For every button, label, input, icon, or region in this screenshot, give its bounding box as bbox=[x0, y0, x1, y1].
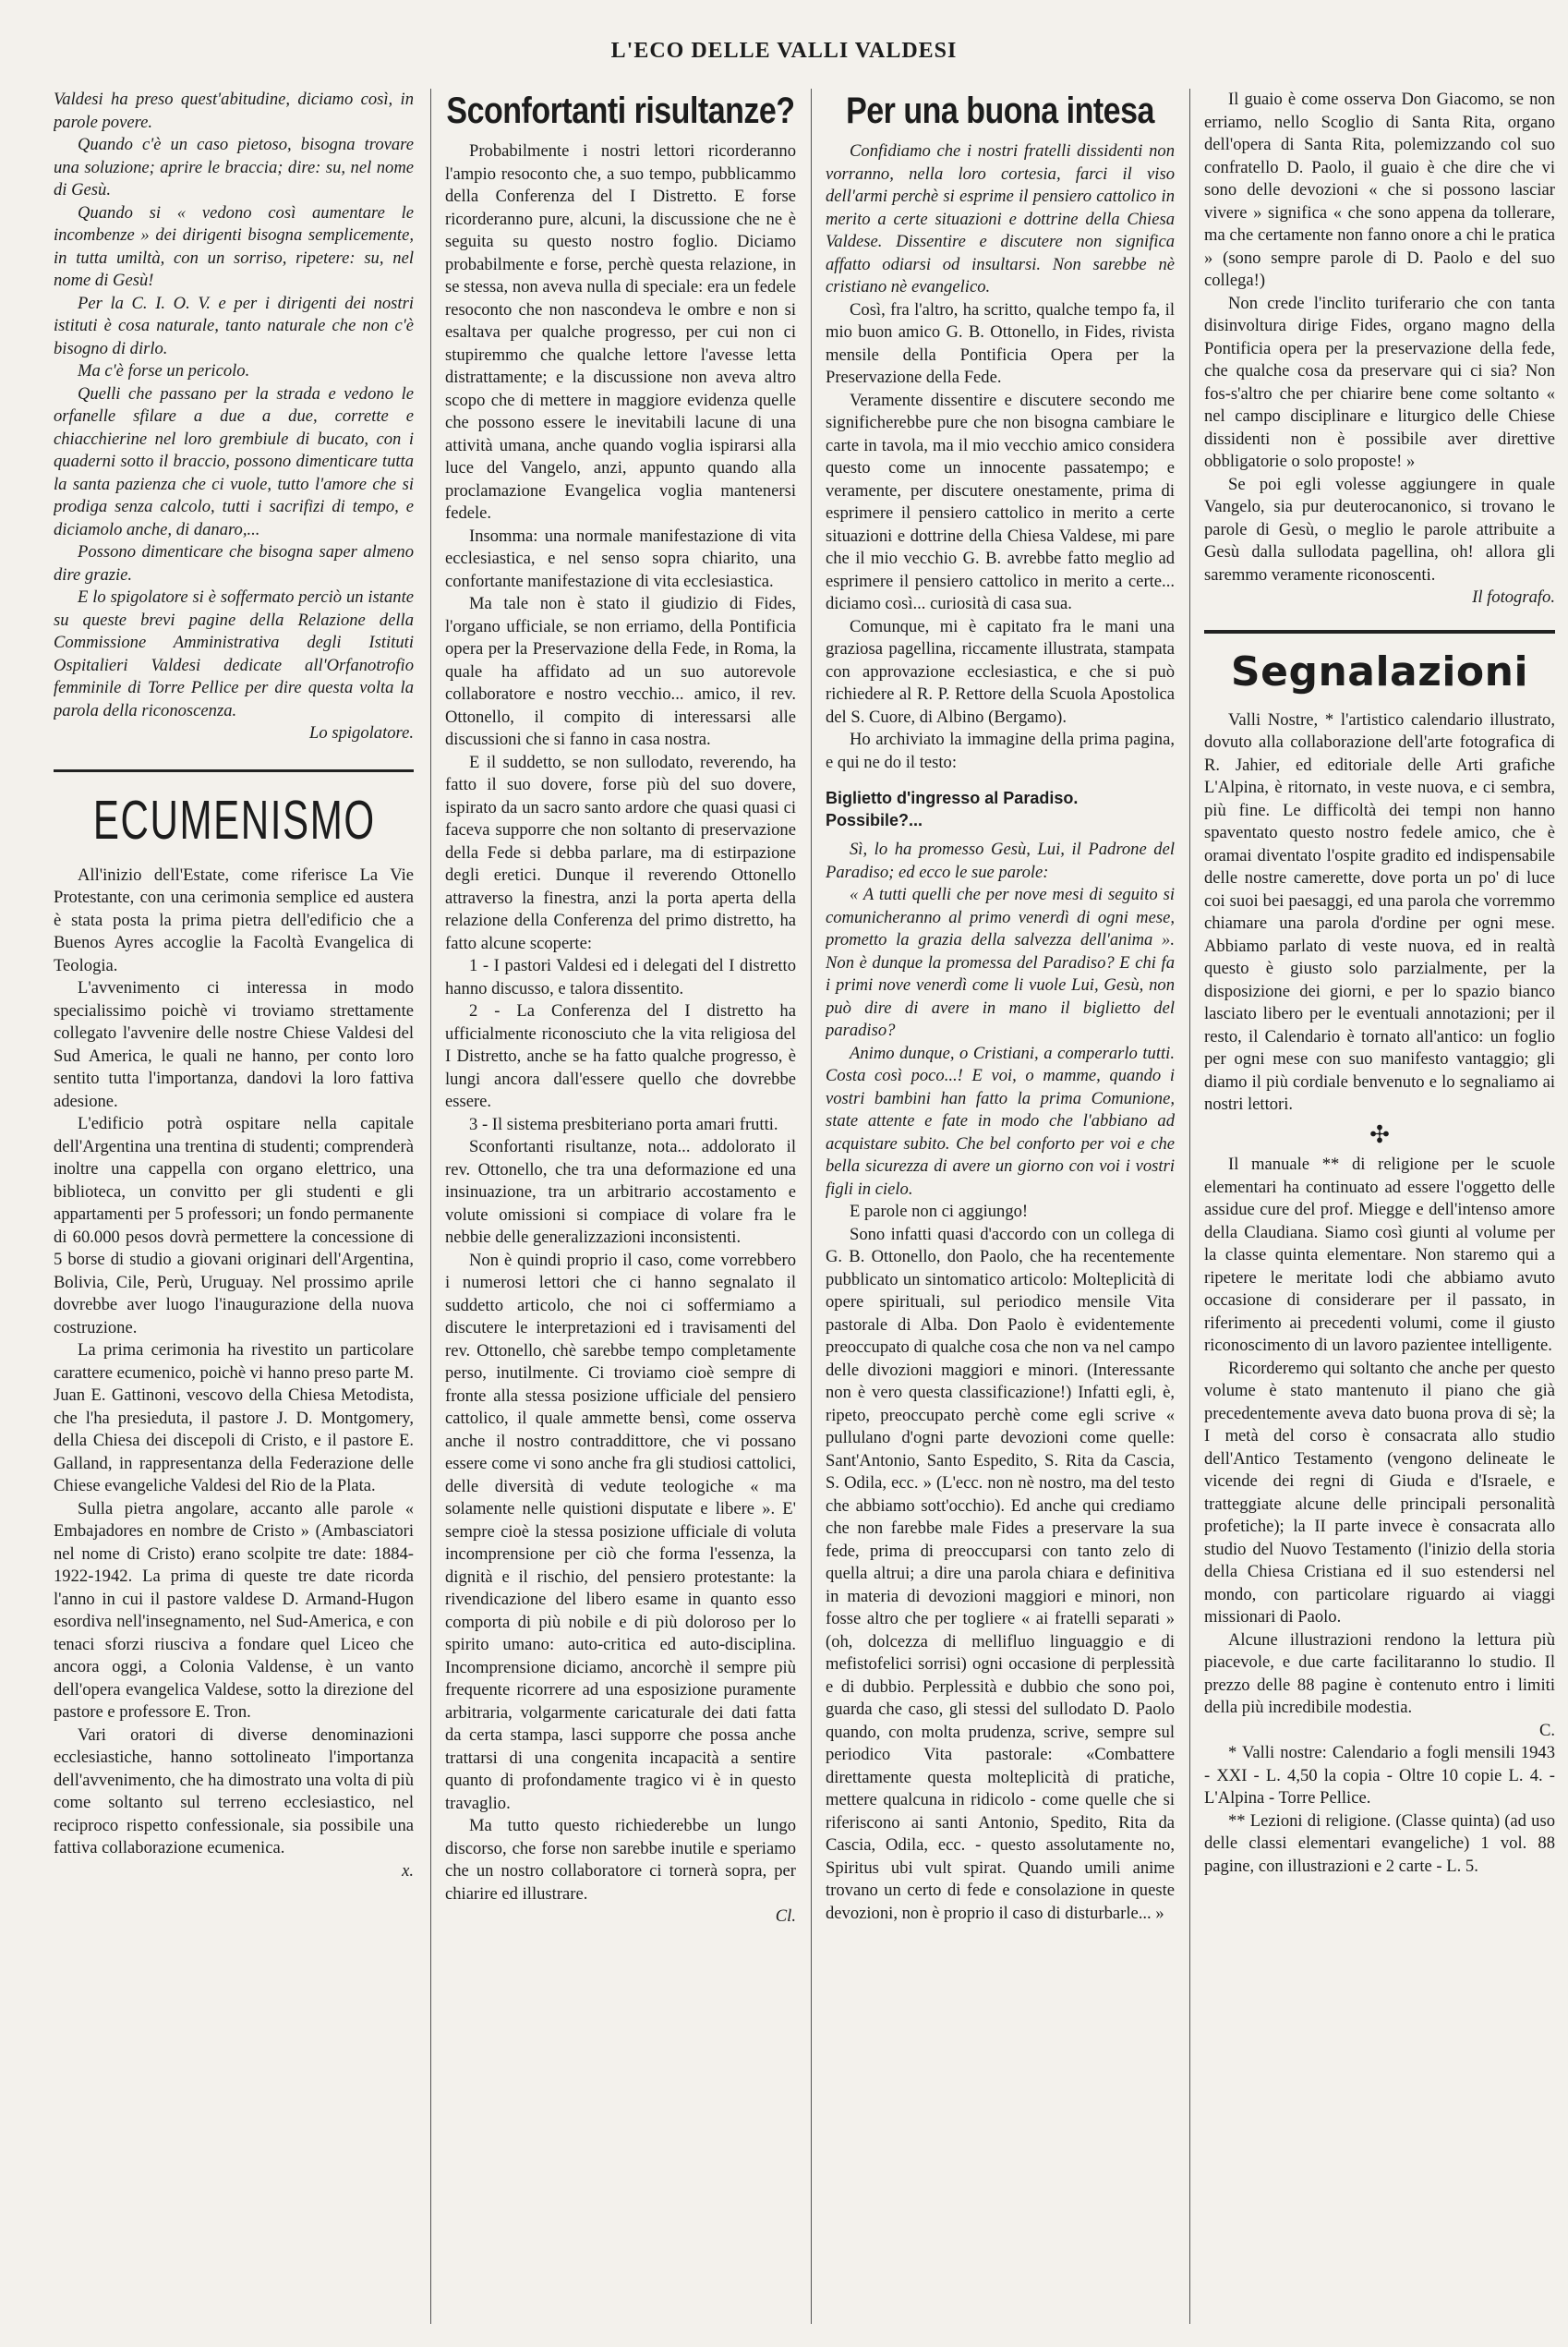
article-signature: Cl. bbox=[775, 1906, 796, 1926]
article-paragraph: Il guaio è come osserva Don Giacomo, se non erriamo, nello Scoglio di Santa Rita, organo dell'opera di Santa Rita, polemizzando col suo confratello D. Paolo, il guaio è che dire che vi sono delle devozioni « che si possono lasciar vivere » significa « che sono appena da tollerare, ma che certamente non fanno onore a chi le pratica » (sono sempre parole di D. Paolo e del suo collega!) bbox=[1204, 90, 1555, 290]
article-signature: C. bbox=[1538, 1720, 1555, 1740]
article-title: Sconfortanti risultanze? bbox=[446, 90, 795, 132]
article-paragraph: Quelli che passano per la strada e vedono le orfanelle sfilare a due a due, corrette e chiacchierine nel loro grembiule di bucato, con i quaderni sotto il braccio, possono dimenticare tutta la santa pazienza che ci vuole, tutto l'amore che si prodiga senza calcolo, tutti i sacrifizi di tempo, e diciamolo anche, di danaro,... bbox=[54, 383, 414, 539]
column-rule bbox=[1189, 89, 1190, 2324]
article-paragraph: Non crede l'inclito turiferario che con tanta disinvoltura dirige Fides, organo magno della Pontificia opera per la preservazione della fede, che qualche cosa da preservare qui ci sia? Non fos-s'altro che per chiarire bene come soltanto « nel campo disciplinare e liturgico delle Chiese dissidenti non è possibile aver direttive obbligatorie o solo proposte! » bbox=[1204, 293, 1555, 471]
article-paragraph: Insomma: una normale manifestazione di vita ecclesiastica, e nel senso sopra chiarito, una confortante manifestazione di vita ecclesiastica. bbox=[445, 526, 796, 591]
article-paragraph: All'inizio dell'Estate, come riferisce La Vie Protestante, con una cerimonia semplice ed austera è stata posta la prima pietra dell'edificio che a Buenos Ayres accoglie la Facoltà Evangelica di Teologia. bbox=[54, 865, 414, 975]
masthead bbox=[0, 0, 1568, 74]
article-signature: Lo spigolatore. bbox=[309, 723, 414, 743]
article-paragraph: Veramente dissentire e discutere secondo me significherebbe pure che non bisogna cambiare le carte in tavola, ma il mio vecchio amico considera questo come un innocente passatempo; e veramente, per discutere onestamente, prima di esprimere il pensiero cattolico in merito a certe situazioni e dottrine della Chiesa Valdese, mi pare che il mio vecchio G. B. avrebbe fatto meglio ad esprimere il pensiero cattolico in merito a certe... diciamo così... curiosità di casa sua. bbox=[826, 390, 1175, 613]
quoted-paragraph: Sì, lo ha promesso Gesù, Lui, il Padrone del Paradiso; ed ecco le sue parole: bbox=[826, 840, 1175, 882]
article-title: Segnalazioni bbox=[1230, 647, 1529, 696]
article-paragraph: Se poi egli volesse aggiungere in quale Vangelo, sia pur deuterocanonico, si trovano le parole di Gesù, o meglio le parole attribuite a Gesù dalla sullodata pagellina, oh! allora gli saremmo veramente riconoscenti. bbox=[1204, 474, 1555, 585]
article-paragraph: Ma tutto questo richiederebbe un lungo discorso, che forse non sarebbe inutile e speriamo che un nostro collaboratore ci tornerà sopra, per chiarire ed illustrare. bbox=[445, 1816, 796, 1904]
article-paragraph: Quando si « vedono così aumentare le incombenze » dei dirigenti bisogna semplicemente, in tutta umiltà, con un sorriso, ripetere: su, nel nome di Gesù! bbox=[54, 202, 414, 290]
article-paragraph: E parole non ci aggiungo! bbox=[850, 1202, 1029, 1221]
article-paragraph: Il manuale ** di religione per le scuole elementari ha continuato ad essere l'oggetto delle assidue cure del prof. Miegge e dell'intenso amore della Claudiana. Siamo così giunti al volume per la classe quinta elementare. Non staremo qui a ripetere le meritate lodi che abbiamo avuto occasione di considerare per il passato, in riferimento ai precedenti volumi, come il giusto riconoscimento di un lavoro pazientee intelligente. bbox=[1204, 1155, 1555, 1355]
article-subheading: Biglietto d'ingresso al Paradiso. Possibile?... bbox=[826, 789, 1079, 829]
article-paragraph: E il suddetto, se non sullodato, reverendo, ha fatto il suo dovere, forse più del suo dovere, ispirato da un sacro santo ardore che quasi quasi ci faceva supporre che non soltanto di preservazione della Fede si debba parlare, ma di estirpazione degli eretici. Dunque il reverendo Ottonello attraverso la finestra, anzi la porta aperta della relazione della Conferenza del primo distretto, ha fatto alcune scoperte: bbox=[445, 752, 796, 953]
article-paragraph: L'edificio potrà ospitare nella capitale dell'Argentina una trentina di studenti; comprenderà inoltre una cappella con organo elettrico, una biblioteca, un convitto per gli studenti e gli appartamenti per 5 professori; un fondo permanente di 60.000 pesos dovrà permettere la concessione di 5 borse di studio a giovani originari dell'Argentina, Bolivia, Cile, Perù, Uruguay. Nel prossimo aprile dovrebbe aver luogo l'inaugurazione della nuova costruzione. bbox=[54, 1114, 414, 1337]
footnote: * Valli nostre: Calendario a fogli mensili 1943 - XXI - L. 4,50 la copia - Oltre 10 copie L. 4. - L'Alpina - Torre Pellice. bbox=[1204, 1743, 1555, 1808]
cross-ornament-icon: ✣ bbox=[1369, 1120, 1390, 1148]
section-divider bbox=[1204, 630, 1555, 634]
article-signature: x. bbox=[402, 1860, 414, 1881]
article-paragraph: Ho archiviato la immagine della prima pagina, e qui ne do il testo: bbox=[826, 730, 1175, 772]
article-title: Per una buona intesa bbox=[846, 90, 1154, 132]
column-2 bbox=[445, 89, 796, 2333]
article-paragraph: Così, fra l'altro, ha scritto, qualche tempo fa, il mio buon amico G. B. Ottonello, in Fides, rivista mensile della Pontificia Opera per la Preservazione della Fede. bbox=[826, 299, 1175, 387]
article-title: ECUMENISMO bbox=[92, 789, 376, 851]
article-paragraph: Comunque, mi è capitato fra le mani una graziosa pagellina, riccamente illustrata, stampata con approvazione ecclesiastica, e che si può richiedere al R. P. Rettore della Scuola Apostolica del S. Cuore, di Albino (Bergamo). bbox=[826, 616, 1175, 727]
article-paragraph: Sconfortanti risultanze, nota... addolorato il rev. Ottonello, che tra una deformazione ed una insinuazione, tra un arbitrario accostamento e volute omissioni si compiace di volare fra le nebbie delle generalizzazioni inconsistenti. bbox=[445, 1137, 796, 1247]
article-paragraph: Per la C. I. O. V. e per i dirigenti dei nostri istituti è cosa naturale, tanto naturale che non c'è bisogno di dirlo. bbox=[54, 293, 414, 358]
newspaper-title: L'ECO DELLE VALLI VALDESI bbox=[610, 39, 958, 63]
article-paragraph: Quando c'è un caso pietoso, bisogna trovare una soluzione; aprire le braccia; dire: su, nel nome di Gesù. bbox=[54, 135, 414, 200]
article-paragraph: Non è quindi proprio il caso, come vorrebbero i numerosi lettori che ci hanno segnalato il suddetto articolo, che noi ci soffermiamo a discutere le interpretazioni ed i travisamenti del rev. Ottonello, chè sarebbe tempo completamente perso, inutilmente. Ci troviamo cioè sempre di fronte alla stessa posizione ufficiale del pensiero cattolico, il quale ammette bensì, come osserva anche il nostro contraddittore, che vi possano essere come vi sono anche fra gli studiosi cattolici, delle diversità di vedute teologiche « ma solamente nelle quistioni disputate e libere ». E' sempre cioè la stessa posizione ufficiale di voluta incomprensione per ciò che forma l'essenza, la dignità e il rischio, del pensiero protestante: la rivendicazione del libero esame in quanto esso comporta di più nobile e di più doloroso per lo spirito umano: auto-critica ed auto-disciplina. Incomprensione diciamo, ancorchè il sempre più frequente ricorrere ad una esposizione puramente arbitraria, volgarmente caricaturale dei dati fatta da certa stampa, lasci supporre che possa anche trattarsi di una congenita incapacità a sentire quanto di profondamente tragico vi è in questo travaglio. bbox=[445, 1250, 796, 1813]
section-divider bbox=[54, 769, 414, 772]
column-1 bbox=[54, 89, 414, 2333]
column-3 bbox=[826, 89, 1175, 2333]
article-paragraph: Possono dimenticare che bisogna saper almeno dire grazie. bbox=[54, 542, 414, 585]
column-rule bbox=[811, 89, 812, 2324]
article-paragraph: E lo spigolatore si è soffermato perciò un istante su queste brevi pagine della Relazione della Commissione Amministrativa degli Istituti Ospitalieri Valdesi dedicate all'Orfanotrofio femminile di Torre Pellice per dire questa volta la parola della riconoscenza. bbox=[54, 587, 414, 720]
article-paragraph: Valdesi ha preso quest'abitudine, diciamo così, in parole povere. bbox=[54, 90, 414, 132]
article-paragraph: 2 - La Conferenza del I distretto ha ufficialmente riconosciuto che la vita religiosa del I Distretto, anche se ha fatto qualche progresso, è lungi ancora dall'essere quello che dovrebbe essere. bbox=[445, 1001, 796, 1111]
article-paragraph: Ma tale non è stato il giudizio di Fides, l'organo ufficiale, se non erriamo, della Pontificia opera per la Preservazione della Fede, in Roma, la quale ha affidato ad un suo autorevole collaboratore e nostro vecchio... amico, il rev. Ottonello, il compito di interessarsi alle discussioni che si fanno in casa nostra. bbox=[445, 594, 796, 749]
quoted-paragraph: Animo dunque, o Cristiani, a comperarlo tutti. Costa così poco...! E voi, o mamme, quando i vostri bambini han fatto la prima Comunione, state attente e fate in modo che l'abbiano ad acquistare subito. Che bel conforto per voi e che bella sicurezza di avere un giorno con voi i vostri figli in cielo. bbox=[826, 1043, 1175, 1199]
article-signature: Il fotografo. bbox=[1472, 587, 1555, 607]
article-paragraph: La prima cerimonia ha rivestito un particolare carattere ecumenico, poichè vi hanno preso parte M. Juan E. Gattinoni, vescovo della Chiesa Metodista, che l'ha presieduta, il pastore J. D. Montgomery, della Chiesa dei discepoli di Cristo, e il pastore E. Galland, in rappresentanza della Federazione delle Chiese evangeliche Valdesi del Rio de la Plata. bbox=[54, 1340, 414, 1495]
article-paragraph: L'avvenimento ci interessa in modo specialissimo poichè vi troviamo strettamente collegato l'avvenire delle nostre Chiese Valdesi del Sud America, le quali ne hanno, per conto loro sentito tutta l'importanza, dandovi la loro fattiva adesione. bbox=[54, 978, 414, 1111]
column-rule bbox=[430, 89, 431, 2324]
footnote: ** Lezioni di religione. (Classe quinta) (ad uso delle classi elementari evangeliche) 1 vol. 88 pagine, con illustrazioni e 2 carte - L. 5. bbox=[1204, 1810, 1555, 1876]
article-paragraph: Probabilmente i nostri lettori ricorderanno l'ampio resoconto che, a suo tempo, pubblicammo della Conferenza del I Distretto. E forse ricorderanno pure, alcuni, la discussione che ne è seguita su questo nostro foglio. Diciamo probabilmente e forse, perchè questa relazione, in se stessa, non aveva nulla di speciale: era un fedele resoconto che non nascondeva le ombre e non si esaltava per qualche progresso, per cui non ci stupiremmo che qualche lettore l'avesse letta distrattamente; e la discussione non aveva altro scopo che di mettere in maggiore evidenza quelle che possono essere le inevitabili lacune di una attività umana, anche quando voglia ispirarsi alla luce del Vangelo, anzi, appunto quando alla proclamazione Evangelica voglia mantenersi fedele. bbox=[445, 141, 796, 523]
article-paragraph: Vari oratori di diverse denominazioni ecclesiastiche, hanno sottolineato l'importanza dell'avvenimento, che ha dimostrato una volta di più come soltanto sul terreno ecclesiastico, nel reciproco rispetto confessionale, sia possibile una fattiva collaborazione ecumenica. bbox=[54, 1724, 414, 1857]
article-paragraph: Ricorderemo qui soltanto che anche per questo volume è stato mantenuto il piano che già precedentemente aveva dato buona prova di sè; la I metà del corso è consacrata allo studio dell'Antico Testamento (vengono delineate le vicende dei regni di Giuda e d'Israele, e tratteggiate alcune delle principali personalità profetiche); la II parte invece è consacrata allo studio del Nuovo Testamento (l'inizio della storia della Chiesa Cristiana ed il suo estendersi nel mondo, con particolare riguardo ai viaggi missionari di Paolo. bbox=[1204, 1358, 1555, 1627]
article-paragraph: Sono infatti quasi d'accordo con un collega di G. B. Ottonello, don Paolo, che ha recentemente pubblicato un sintomatico articolo: Molteplicità di opere spirituali, sul periodico mensile Vita pastorale di Alba. Don Paolo è evidentemente preoccupato di qualche cosa che non va nel campo delle divozioni maggiori e minori. (Interessante non è vero questa classificazione!) Infatti egli, è, ripeto, preoccupato perchè come egli scrive « pullulano d'ogni parte devozioni come quelle: Sant'Antonio, Santo Espedito, S. Rita da Cascia, S. Odila, ecc. » (L'ecc. non nè nostro, ma del testo che abbiamo sott'occhio). Ed anche qui crediamo che non farebbe male Fides a preservare la sua fede, prima di preoccuparsi con tanto zelo di quella altrui; a dire una parola chiara e definitiva in materia di devozioni maggiori e minori, non fosse altro che per togliere « ai fratelli separati » (oh, dolcezza di mellifluo linguaggio e di mefistofelici sorrisi) ogni occasione di perplessità e di dubbio. Perplessità e dubbio che sono poi, guarda che caso, gli stessi del sullodato D. Paolo quando, con molta prudenza, scrive, sempre sul periodico Vita pastorale: «Combattere direttamente questa molteplicità di pratiche, mettere qualcuna in ridicolo - come quelle che si riferiscono ai santi Antonio, Spedito, Rita da Cascia, Odila, ecc. - questo assolutamente no, Spiritus ubi vult spirat. Quando umili anime trovano un certo di fede e consolazione in queste devozioni, non è proprio il caso di disturbarle... » bbox=[826, 1224, 1175, 1923]
article-paragraph: Valli Nostre, * l'artistico calendario illustrato, dovuto alla collaborazione dell'arte fotografica di R. Jahier, ed editoriale delle Arti grafiche L'Alpina, è ritornato, in veste nuova, e ci sembra, più fine. Le difficoltà dei tempi non hanno spaventato questo nostro fedele amico, che è oramai diventato l'ospite gradito ed indispensabile delle nostre camerette, dove porta un po' di luce coi suoi bei paesaggi, ed una parola che vorremmo chiamare una parola d'ordine per ogni mese. Abbiamo parlato di veste nuova, ed in realtà questo è giusto solo parzialmente, per la disposizione dei giorni, e per lo spazio bianco lasciato libero per le eventuali annotazioni; per il resto, il Calendario è tornato all'antico: un foglio per ogni mese con suo manifesto vantaggio; gli diamo il più cordiale benvenuto e lo segnaliamo ai nostri lettori. bbox=[1204, 709, 1555, 1114]
article-paragraph: 1 - I pastori Valdesi ed i delegati del I distretto hanno discusso, e talora dissentito. bbox=[445, 956, 796, 998]
article-paragraph: Ma c'è forse un pericolo. bbox=[78, 361, 250, 381]
column-4 bbox=[1204, 89, 1555, 2333]
quoted-paragraph: « A tutti quelli che per nove mesi di seguito si comunicheranno al primo venerdì di ogni mese, prometto la grazia della salvezza dell'anima ». Non è dunque la promessa del Paradiso? E chi fa i primi nove venerdì come li vuole Lui, Gesù, non può dire di avere in mano il biglietto del paradiso? bbox=[826, 885, 1175, 1040]
article-intro: Confidiamo che i nostri fratelli dissidenti non vorranno, nella loro cortesia, farci il viso dell'armi perchè si esprime il pensiero cattolico in merito a certe situazioni e dottrine della Chiesa Valdese. Dissentire e discutere non significa affatto odiarsi od insultarsi. Non sarebbe nè cristiano nè evangelico. bbox=[826, 141, 1175, 296]
article-paragraph: 3 - Il sistema presbiteriano porta amari frutti. bbox=[469, 1114, 778, 1134]
article-paragraph: Alcune illustrazioni rendono la lettura più piacevole, e due carte facilitaranno lo studio. Il prezzo delle 88 pagine è contenuto entro i limiti della più incredibile modestia. bbox=[1204, 1629, 1555, 1717]
article-paragraph: Sulla pietra angolare, accanto alle parole « Embajadores en nombre de Cristo » (Ambasciatori nel nome di Cristo) erano scolpite tre date: 1884-1922-1942. La prima di queste tre date ricorda l'anno in cui il pastore valdese D. Armand-Hugon esordiva nell'insegnamento, nel Sud-America, e con tenaci sforzi riusciva a fondare quel Liceo che ancora oggi, a Colonia Valdense, è un vanto dell'opera evangelica Valdese, sotto la direzione del pastore e professore E. Tron. bbox=[54, 1498, 414, 1722]
